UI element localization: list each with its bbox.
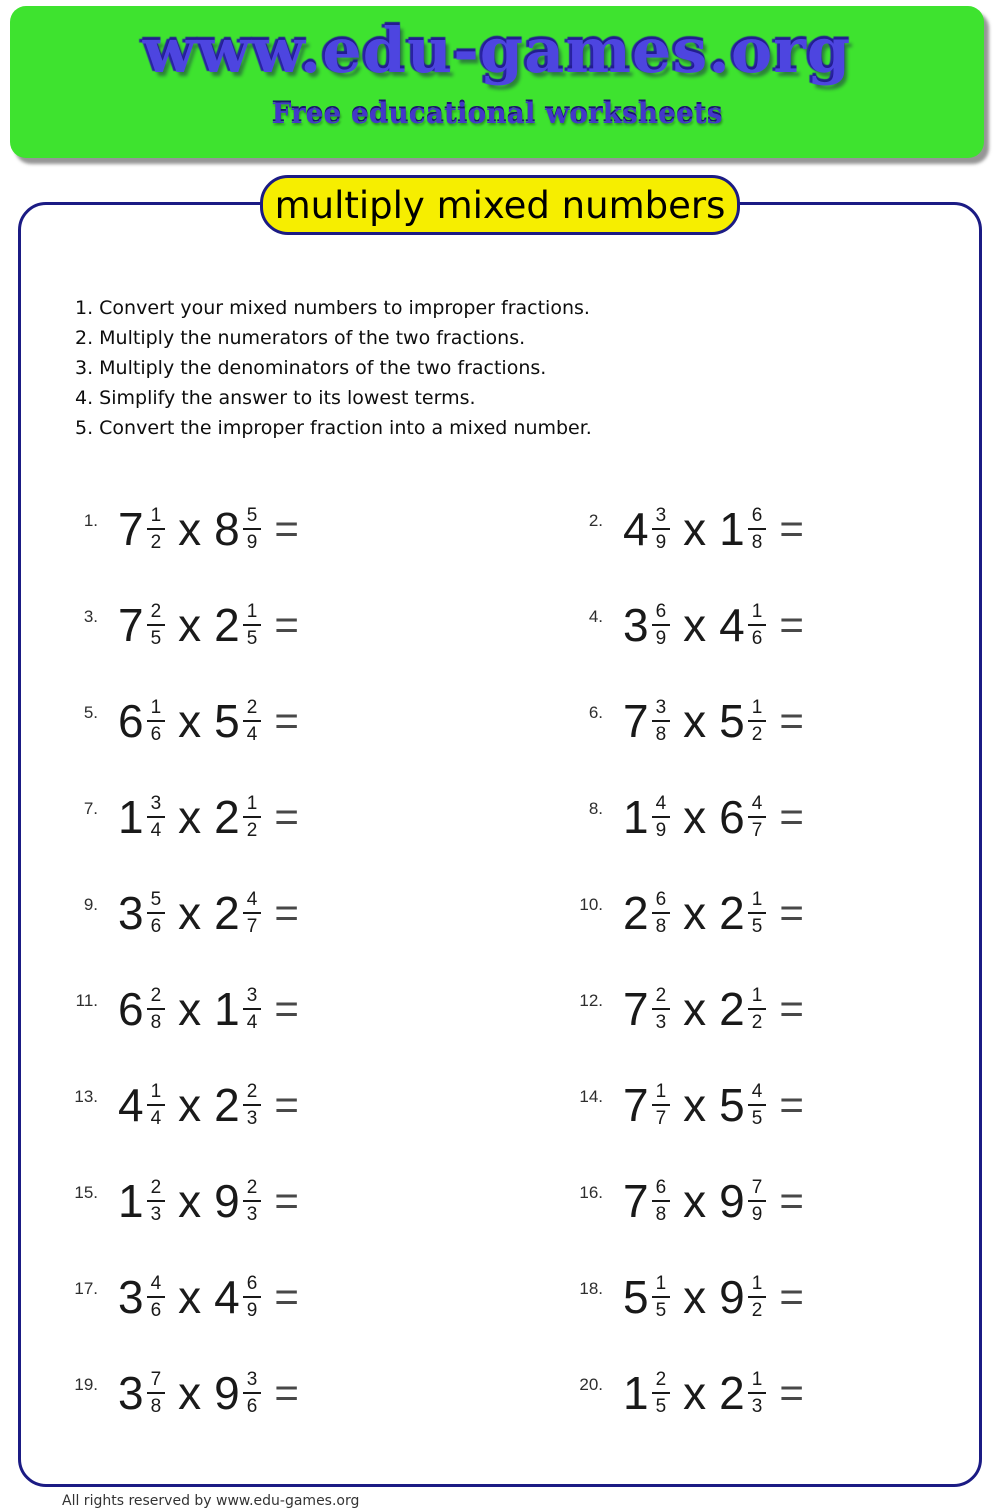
instruction-line: 1. Convert your mixed numbers to improper fractions.	[75, 297, 590, 319]
equals-sign: =	[779, 1273, 804, 1320]
problem-row	[503, 577, 963, 673]
multiply-sign: x	[683, 1271, 707, 1323]
numerator-2: 2	[246, 697, 258, 718]
whole-number-1: 7	[623, 1079, 649, 1131]
equals-sign: =	[274, 793, 299, 840]
equals-sign: =	[274, 889, 299, 936]
numerator-2: 3	[246, 985, 258, 1006]
problem-expression	[118, 1271, 299, 1323]
whole-number-2: 4	[719, 599, 745, 651]
fraction-2	[243, 1082, 262, 1128]
numerator-2: 5	[246, 505, 258, 526]
whole-number-2: 2	[214, 791, 240, 843]
problem-row	[43, 481, 503, 577]
fraction-1	[147, 794, 166, 840]
fraction-1	[652, 1274, 671, 1320]
numerator-2: 4	[751, 1081, 763, 1102]
problem-row	[43, 577, 503, 673]
problem-expression	[118, 1367, 299, 1419]
denominator-1: 9	[652, 624, 671, 648]
problem-number: 13.	[74, 1087, 98, 1106]
numerator-2: 1	[751, 889, 763, 910]
fraction-2	[243, 794, 262, 840]
numerator-1: 1	[655, 1081, 667, 1102]
problem-row	[503, 1249, 963, 1345]
whole-number-1: 7	[118, 599, 144, 651]
denominator-1: 8	[652, 720, 671, 744]
problem-row	[503, 1153, 963, 1249]
problem-number: 1.	[83, 511, 98, 530]
problem-row	[503, 769, 963, 865]
problem-row	[43, 1057, 503, 1153]
fraction-1	[652, 698, 671, 744]
denominator-2: 5	[243, 624, 262, 648]
whole-number-1: 3	[118, 1367, 144, 1419]
problem-number: 16.	[579, 1183, 603, 1202]
multiply-sign: x	[178, 1271, 202, 1323]
instructions-list	[75, 293, 592, 443]
denominator-1: 6	[147, 1296, 166, 1320]
multiply-sign: x	[178, 599, 202, 651]
numerator-2: 1	[751, 601, 763, 622]
numerator-1: 2	[655, 1369, 667, 1390]
denominator-1: 6	[147, 912, 166, 936]
numerator-1: 3	[655, 505, 667, 526]
fraction-1	[147, 1082, 166, 1128]
whole-number-1: 4	[118, 1079, 144, 1131]
problem-number: 5.	[83, 703, 98, 722]
fraction-2	[748, 794, 767, 840]
fraction-2	[748, 602, 767, 648]
whole-number-2: 5	[719, 1079, 745, 1131]
fraction-2	[748, 698, 767, 744]
fraction-1	[147, 1178, 166, 1224]
equals-sign: =	[274, 1369, 299, 1416]
denominator-1: 5	[147, 624, 166, 648]
problem-expression	[118, 599, 299, 651]
denominator-1: 4	[147, 1104, 166, 1128]
numerator-1: 1	[150, 1081, 162, 1102]
numerator-2: 1	[246, 601, 258, 622]
whole-number-1: 1	[623, 1367, 649, 1419]
equals-sign: =	[274, 985, 299, 1032]
denominator-1: 5	[652, 1296, 671, 1320]
denominator-2: 6	[243, 1392, 262, 1416]
multiply-sign: x	[178, 791, 202, 843]
whole-number-2: 2	[719, 1367, 745, 1419]
fraction-2	[243, 1178, 262, 1224]
fraction-1	[652, 1082, 671, 1128]
fraction-2	[243, 1274, 262, 1320]
denominator-1: 7	[652, 1104, 671, 1128]
problem-expression	[118, 983, 299, 1035]
numerator-2: 4	[246, 889, 258, 910]
denominator-2: 9	[243, 528, 262, 552]
problem-expression	[623, 1367, 804, 1419]
fraction-1	[147, 890, 166, 936]
equals-sign: =	[779, 1369, 804, 1416]
fraction-2	[748, 1178, 767, 1224]
problem-expression	[118, 503, 299, 555]
fraction-1	[147, 1370, 166, 1416]
problem-number: 14.	[579, 1087, 603, 1106]
multiply-sign: x	[683, 503, 707, 555]
denominator-2: 7	[748, 816, 767, 840]
fraction-1	[652, 602, 671, 648]
problem-expression	[623, 983, 804, 1035]
multiply-sign: x	[178, 1079, 202, 1131]
numerator-2: 6	[246, 1273, 258, 1294]
multiply-sign: x	[178, 695, 202, 747]
equals-sign: =	[779, 505, 804, 552]
multiply-sign: x	[683, 887, 707, 939]
denominator-1: 9	[652, 816, 671, 840]
whole-number-1: 1	[118, 791, 144, 843]
problem-number: 9.	[83, 895, 98, 914]
equals-sign: =	[274, 1177, 299, 1224]
whole-number-1: 7	[623, 1175, 649, 1227]
whole-number-1: 3	[118, 887, 144, 939]
numerator-1: 1	[150, 697, 162, 718]
whole-number-1: 6	[118, 983, 144, 1035]
fraction-2	[243, 890, 262, 936]
whole-number-2: 9	[214, 1367, 240, 1419]
problem-row	[43, 1153, 503, 1249]
numerator-1: 6	[655, 601, 667, 622]
whole-number-2: 2	[214, 887, 240, 939]
denominator-1: 8	[652, 1200, 671, 1224]
fraction-1	[652, 506, 671, 552]
multiply-sign: x	[178, 1175, 202, 1227]
fraction-1	[652, 986, 671, 1032]
problem-row	[503, 961, 963, 1057]
whole-number-1: 1	[118, 1175, 144, 1227]
fraction-2	[243, 986, 262, 1032]
numerator-1: 1	[150, 505, 162, 526]
fraction-1	[652, 1178, 671, 1224]
problem-number: 8.	[588, 799, 603, 818]
equals-sign: =	[779, 1177, 804, 1224]
multiply-sign: x	[178, 1367, 202, 1419]
denominator-1: 2	[147, 528, 166, 552]
denominator-1: 4	[147, 816, 166, 840]
instruction-line: 2. Multiply the numerators of the two fractions.	[75, 327, 526, 349]
equals-sign: =	[779, 601, 804, 648]
numerator-1: 1	[655, 1273, 667, 1294]
problem-expression	[623, 503, 804, 555]
site-url: www.edu-games.org	[142, 14, 852, 87]
equals-sign: =	[779, 697, 804, 744]
multiply-sign: x	[683, 1079, 707, 1131]
numerator-1: 7	[150, 1369, 162, 1390]
numerator-1: 5	[150, 889, 162, 910]
multiply-sign: x	[178, 503, 202, 555]
numerator-2: 1	[246, 793, 258, 814]
worksheet-title: multiply mixed numbers	[260, 175, 740, 235]
problem-expression	[623, 887, 804, 939]
problem-expression	[623, 791, 804, 843]
denominator-1: 8	[147, 1392, 166, 1416]
equals-sign: =	[779, 793, 804, 840]
fraction-1	[652, 890, 671, 936]
numerator-1: 3	[150, 793, 162, 814]
fraction-2	[748, 1082, 767, 1128]
whole-number-2: 5	[214, 695, 240, 747]
equals-sign: =	[779, 985, 804, 1032]
equals-sign: =	[274, 601, 299, 648]
numerator-2: 6	[751, 505, 763, 526]
numerator-2: 1	[751, 1273, 763, 1294]
problem-row	[503, 1057, 963, 1153]
fraction-2	[243, 506, 262, 552]
denominator-2: 5	[748, 1104, 767, 1128]
numerator-1: 2	[150, 1177, 162, 1198]
denominator-2: 2	[243, 816, 262, 840]
denominator-2: 9	[748, 1200, 767, 1224]
problem-expression	[118, 887, 299, 939]
whole-number-2: 8	[214, 503, 240, 555]
denominator-2: 2	[748, 720, 767, 744]
site-banner	[10, 6, 984, 158]
whole-number-1: 2	[623, 887, 649, 939]
problem-expression	[623, 695, 804, 747]
numerator-2: 1	[751, 985, 763, 1006]
problem-row	[43, 1249, 503, 1345]
numerator-1: 4	[655, 793, 667, 814]
whole-number-2: 9	[719, 1175, 745, 1227]
instruction-line: 4. Simplify the answer to its lowest terms.	[75, 387, 476, 409]
fraction-1	[147, 698, 166, 744]
numerator-1: 6	[655, 1177, 667, 1198]
fraction-1	[652, 1370, 671, 1416]
equals-sign: =	[274, 697, 299, 744]
whole-number-2: 2	[214, 599, 240, 651]
whole-number-1: 4	[623, 503, 649, 555]
numerator-1: 4	[150, 1273, 162, 1294]
numerator-1: 2	[150, 601, 162, 622]
site-tagline: Free educational worksheets	[271, 97, 723, 130]
denominator-2: 6	[748, 624, 767, 648]
whole-number-1: 7	[623, 983, 649, 1035]
denominator-1: 3	[652, 1008, 671, 1032]
problem-number: 6.	[588, 703, 603, 722]
denominator-1: 8	[147, 1008, 166, 1032]
fraction-2	[243, 1370, 262, 1416]
whole-number-1: 3	[118, 1271, 144, 1323]
instruction-line: 3. Multiply the denominators of the two fractions.	[75, 357, 547, 379]
multiply-sign: x	[683, 1367, 707, 1419]
numerator-1: 6	[655, 889, 667, 910]
denominator-2: 2	[748, 1008, 767, 1032]
fraction-1	[147, 602, 166, 648]
problem-number: 12.	[579, 991, 603, 1010]
equals-sign: =	[274, 1081, 299, 1128]
problem-expression	[118, 791, 299, 843]
worksheet-panel	[18, 183, 982, 1487]
problem-row	[503, 481, 963, 577]
whole-number-2: 9	[214, 1175, 240, 1227]
denominator-2: 3	[243, 1104, 262, 1128]
problem-expression	[623, 1175, 804, 1227]
numerator-1: 2	[655, 985, 667, 1006]
denominator-2: 7	[243, 912, 262, 936]
whole-number-1: 3	[623, 599, 649, 651]
denominator-2: 4	[243, 1008, 262, 1032]
whole-number-1: 6	[118, 695, 144, 747]
fraction-2	[243, 602, 262, 648]
fraction-1	[147, 506, 166, 552]
problem-expression	[623, 1079, 804, 1131]
denominator-1: 5	[652, 1392, 671, 1416]
denominator-2: 8	[748, 528, 767, 552]
fraction-2	[748, 986, 767, 1032]
problem-number: 18.	[579, 1279, 603, 1298]
instruction-line: 5. Convert the improper fraction into a mixed number.	[75, 417, 592, 439]
multiply-sign: x	[683, 695, 707, 747]
denominator-2: 3	[748, 1392, 767, 1416]
whole-number-2: 6	[719, 791, 745, 843]
numerator-2: 3	[246, 1369, 258, 1390]
problem-number: 19.	[74, 1375, 98, 1394]
problem-row	[43, 961, 503, 1057]
fraction-1	[652, 794, 671, 840]
fraction-1	[147, 986, 166, 1032]
fraction-2	[748, 506, 767, 552]
denominator-2: 5	[748, 912, 767, 936]
whole-number-1: 1	[623, 791, 649, 843]
problem-expression	[118, 695, 299, 747]
whole-number-2: 2	[719, 983, 745, 1035]
problem-number: 10.	[579, 895, 603, 914]
fraction-1	[147, 1274, 166, 1320]
fraction-2	[748, 1370, 767, 1416]
denominator-2: 4	[243, 720, 262, 744]
problem-expression	[118, 1079, 299, 1131]
multiply-sign: x	[683, 791, 707, 843]
numerator-1: 2	[150, 985, 162, 1006]
problem-row	[43, 1345, 503, 1441]
problem-number: 15.	[74, 1183, 98, 1202]
problem-expression	[118, 1175, 299, 1227]
whole-number-2: 9	[719, 1271, 745, 1323]
fraction-2	[748, 890, 767, 936]
problem-row	[503, 673, 963, 769]
whole-number-1: 5	[623, 1271, 649, 1323]
problem-expression	[623, 1271, 804, 1323]
multiply-sign: x	[683, 983, 707, 1035]
numerator-2: 1	[751, 1369, 763, 1390]
whole-number-2: 2	[719, 887, 745, 939]
problem-number: 3.	[83, 607, 98, 626]
denominator-2: 2	[748, 1296, 767, 1320]
multiply-sign: x	[178, 887, 202, 939]
multiply-sign: x	[178, 983, 202, 1035]
denominator-1: 9	[652, 528, 671, 552]
problem-row	[503, 865, 963, 961]
fraction-2	[243, 698, 262, 744]
equals-sign: =	[779, 889, 804, 936]
problem-number: 2.	[588, 511, 603, 530]
problem-row	[43, 673, 503, 769]
denominator-2: 3	[243, 1200, 262, 1224]
denominator-1: 8	[652, 912, 671, 936]
denominator-1: 6	[147, 720, 166, 744]
problem-row	[43, 865, 503, 961]
denominator-2: 9	[243, 1296, 262, 1320]
whole-number-2: 1	[719, 503, 745, 555]
whole-number-1: 7	[118, 503, 144, 555]
whole-number-2: 5	[719, 695, 745, 747]
whole-number-2: 2	[214, 1079, 240, 1131]
whole-number-2: 1	[214, 983, 240, 1035]
numerator-1: 3	[655, 697, 667, 718]
numerator-2: 4	[751, 793, 763, 814]
multiply-sign: x	[683, 599, 707, 651]
problem-row	[43, 769, 503, 865]
problem-row	[503, 1345, 963, 1441]
footer-credit: All rights reserved by www.edu-games.org	[62, 1493, 360, 1509]
problem-number: 4.	[588, 607, 603, 626]
problem-expression	[623, 599, 804, 651]
equals-sign: =	[274, 505, 299, 552]
numerator-2: 2	[246, 1177, 258, 1198]
problem-number: 11.	[75, 991, 98, 1010]
problem-number: 17.	[74, 1279, 98, 1298]
numerator-2: 1	[751, 697, 763, 718]
problem-number: 7.	[83, 799, 98, 818]
denominator-1: 3	[147, 1200, 166, 1224]
numerator-2: 2	[246, 1081, 258, 1102]
multiply-sign: x	[683, 1175, 707, 1227]
problems-grid	[43, 481, 963, 1441]
whole-number-1: 7	[623, 695, 649, 747]
numerator-2: 7	[751, 1177, 763, 1198]
whole-number-2: 4	[214, 1271, 240, 1323]
equals-sign: =	[779, 1081, 804, 1128]
problem-number: 20.	[579, 1375, 603, 1394]
equals-sign: =	[274, 1273, 299, 1320]
fraction-2	[748, 1274, 767, 1320]
